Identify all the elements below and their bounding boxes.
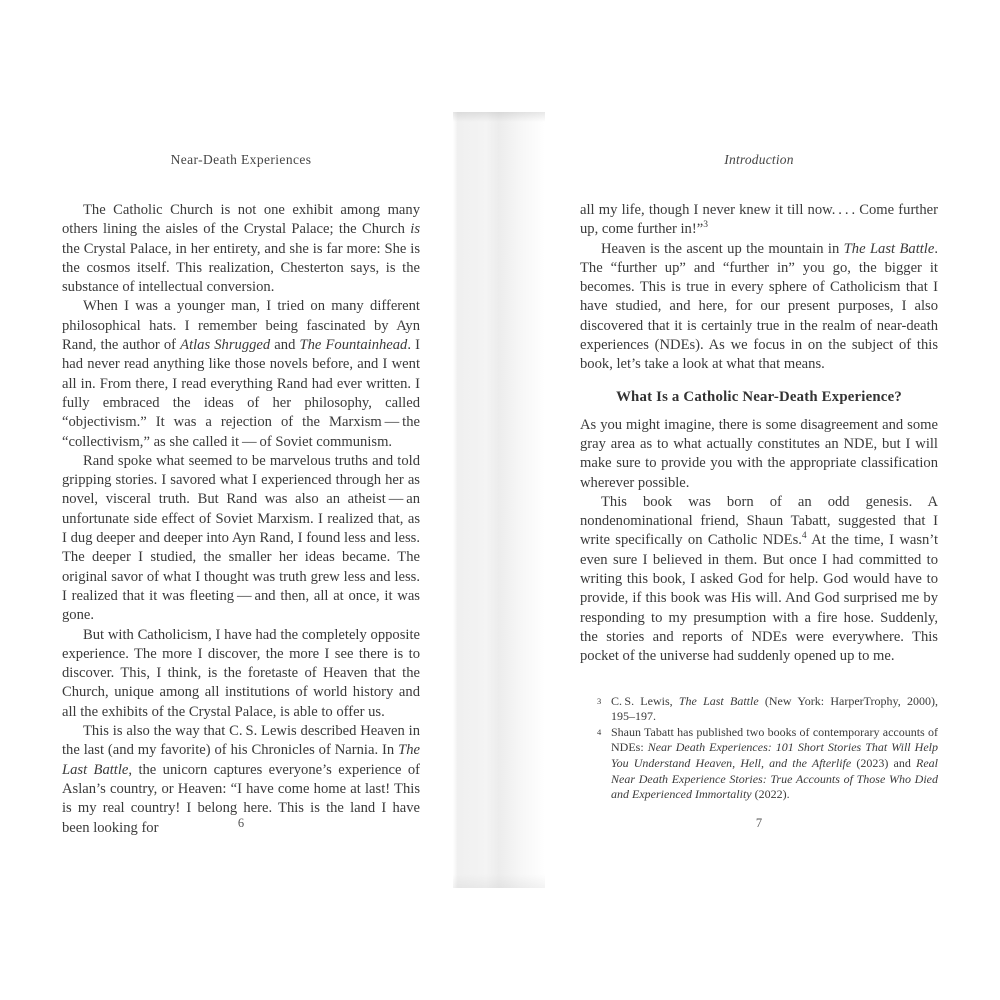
paragraph: But with Catholicism, I have had the completely opposite experience. The more I discover, the more I see there is to discover. This, I think, is the foretaste of Heaven that the Church, unique among all institutions of world history and all the exhibits of the Crystal Palace, is able to offer us. (62, 626, 420, 720)
footnote-reference: 4 (801, 531, 807, 542)
section-heading: What Is a Catholic Near-Death Experience? (616, 388, 902, 405)
footnote (595, 725, 938, 803)
paragraph: This is also the way that C. S. Lewis described Heaven in the last (and my favorite) of his Chronicles of Narnia. In The Last Battle, the unicorn captures everyone’s experience of Aslan’s country, or Heaven: “I have come home at last! This is my real country! I belong here. This is the land I have been looking for (62, 723, 420, 836)
running-head-left: Near-Death Experiences (170, 152, 312, 167)
paragraph: When I was a younger man, I tried on many different philosophical hats. I remember being fascinated by Ayn Rand, the author of Atlas Shrugged and The Fountainhead. I had never read anything like those novels before, and I went all in. From there, I read everything Rand had ever written. I fully embraced the ideas of her philosophy, called “objectivism.” It was a rejection of the Marxism — the “collectivism,” as she called it — of Soviet communism. (62, 298, 420, 450)
footnote-text: C. S. Lewis, The Last Battle (New York: HarperTrophy, 2000), 195–197. (611, 693, 938, 724)
paragraph: The Catholic Church is not one exhibit among many others lining the aisles of the Crystal Palace; the Church is the Crystal Palace, in her entirety, and she is far more: She is the cosmos itself. This realization, Chesterton says, is the substance of intellectual conversion. (62, 202, 420, 296)
footnotes-block (580, 694, 938, 803)
left-page-body (62, 201, 420, 838)
right-page-body-top (580, 201, 938, 375)
paragraph: Heaven is the ascent up the mountain in The Last Battle. The “further up” and “further in” you go, the bigger it becomes. This is true in every sphere of Catholicism that I have studied, and here, for our present purposes, I also discovered that it is certainly true in the realm of near-death experiences (NDEs). As we focus in on the subject of this book, let’s take a look at what that means. (580, 240, 938, 373)
footnote-reference: 3 (703, 220, 708, 231)
footnote-marker: 4 (597, 726, 602, 737)
page-gutter-shadow (453, 112, 545, 888)
paragraph: As you might imagine, there is some disagreement and some gray area as to what actually constitutes an NDE, but I will make sure to provide you with the appropriate classification wherever possible. (580, 416, 938, 491)
page-number-left: 6 (237, 816, 245, 830)
paragraph: Rand spoke what seemed to be marvelous truths and told gripping stories. I savored what I experienced through her as novel, visceral truth. But Rand was also an atheist — an unfortunate side effect of Soviet Marxism. I realized that, as I dug deeper and deeper into Ayn Rand, I found less and less. The deeper I studied, the smaller her ideas became. The original savor of what I thought was truth grew less and less. I realized that it was fleeting — and then, all at once, it was gone. (62, 452, 420, 624)
right-page-body-bottom (580, 416, 938, 667)
paragraph: This book was born of an odd genesis. A nondenominational friend, Shaun Tabatt, suggested that I write specifically on Catholic NDEs.$^4$ At the time, I wasn’t even sure I believed in them. But once I had committed to writing this book, I asked God for help. God would have to provide, if this book was His will. And God surprised me by responding to my presumption with a fire hose. Suddenly, the stories and reports of NDEs were everywhere. This pocket of the universe had suddenly opened up to me. (580, 493, 939, 665)
footnote (595, 694, 938, 725)
left-page (62, 152, 420, 872)
running-head-right: Introduction (724, 152, 794, 167)
footnote-text: Shaun Tabatt has published two books of contemporary accounts of NDEs: Near Death Experiences: 101 Short Stories That Will Help You Understand Heaven, Hell, and the Afterlife (2023) and Real Near Death Experience Stories: True Accounts of Those Who Died and Experienced Immortality (2022). (611, 724, 939, 802)
right-page (580, 152, 938, 872)
footnote-marker: 3 (597, 695, 602, 706)
page-number-right: 7 (755, 816, 763, 830)
paragraph: all my life, though I never knew it till now. . . . Come further up, come further in!”$^3$ (580, 202, 938, 238)
